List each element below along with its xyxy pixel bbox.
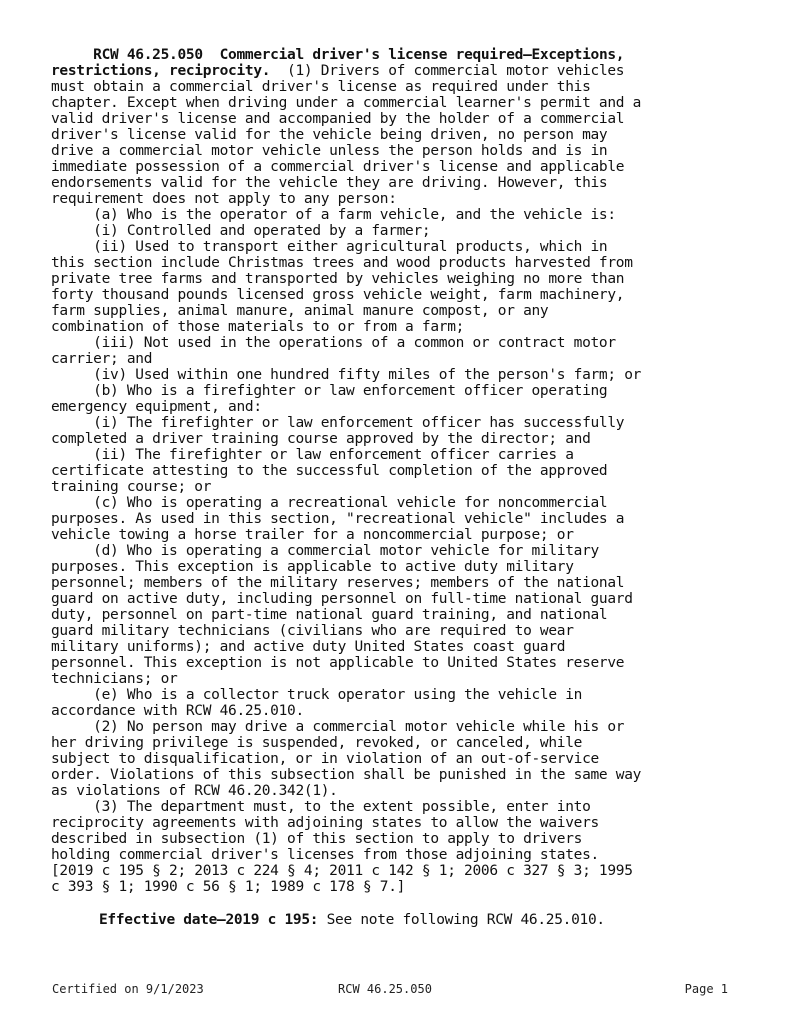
text-line: purposes. This exception is applicable to active duty military xyxy=(51,559,574,575)
effective-date-note xyxy=(99,912,605,928)
footer-certified: Certified on 9/1/2023 xyxy=(52,982,204,996)
document-body xyxy=(51,47,751,895)
text-line: this section include Christmas trees and wood products harvested from xyxy=(51,255,633,271)
text-line: chapter. Except when driving under a commercial learner's permit and a xyxy=(51,95,642,111)
section-heading-cont: restrictions, reciprocity. xyxy=(51,63,271,79)
text-line: (2) No person may drive a commercial motor vehicle while his or xyxy=(51,719,625,735)
section-heading-line xyxy=(51,47,751,63)
section-heading: RCW 46.25.050 Commercial driver's license required—Exceptions, xyxy=(93,47,625,63)
text-line: [2019 c 195 § 2; 2013 c 224 § 4; 2011 c 142 § 1; 2006 c 327 § 3; 1995 xyxy=(51,863,633,879)
text-line: (i) The firefighter or law enforcement officer has successfully xyxy=(51,415,625,431)
footer-citation: RCW 46.25.050 xyxy=(338,982,432,996)
text-line: completed a driver training course approved by the director; and xyxy=(51,431,591,447)
text-line: (c) Who is operating a recreational vehicle for noncommercial xyxy=(51,495,608,511)
text-line: must obtain a commercial driver's license as required under this xyxy=(51,79,591,95)
text-line: technicians; or xyxy=(51,671,178,687)
text-line: (d) Who is operating a commercial motor vehicle for military xyxy=(51,543,599,559)
section-heading-line-2 xyxy=(51,63,751,79)
text-line: purposes. As used in this section, "recreational vehicle" includes a xyxy=(51,511,625,527)
text-line: accordance with RCW 46.25.010. xyxy=(51,703,304,719)
text-line: (i) Controlled and operated by a farmer; xyxy=(51,223,431,239)
text-line: holding commercial driver's licenses from those adjoining states. xyxy=(51,847,599,863)
text-line: training course; or xyxy=(51,479,212,495)
text-line: carrier; and xyxy=(51,351,153,367)
text-line: (iv) Used within one hundred fifty miles of the person's farm; or xyxy=(51,367,642,383)
paragraph-text: (1) Drivers of commercial motor vehicles xyxy=(270,63,625,79)
text-line: emergency equipment, and: xyxy=(51,399,262,415)
text-line: immediate possession of a commercial driver's license and applicable xyxy=(51,159,625,175)
text-line: order. Violations of this subsection shall be punished in the same way xyxy=(51,767,642,783)
text-line: endorsements valid for the vehicle they are driving. However, this xyxy=(51,175,608,191)
text-line: as violations of RCW 46.20.342(1). xyxy=(51,783,338,799)
text-line: farm supplies, animal manure, animal manure compost, or any xyxy=(51,303,549,319)
note-label: Effective date—2019 c 195: xyxy=(99,912,319,928)
text-line: (ii) The firefighter or law enforcement officer carries a xyxy=(51,447,574,463)
text-line: private tree farms and transported by vehicles weighing no more than xyxy=(51,271,625,287)
text-line: personnel; members of the military reserves; members of the national xyxy=(51,575,625,591)
statute-text xyxy=(51,79,751,895)
text-line: her driving privilege is suspended, revoked, or canceled, while xyxy=(51,735,583,751)
footer-page-number: Page 1 xyxy=(684,982,728,996)
text-line: forty thousand pounds licensed gross vehicle weight, farm machinery, xyxy=(51,287,625,303)
text-line: guard on active duty, including personnel on full-time national guard xyxy=(51,591,633,607)
text-line: requirement does not apply to any person: xyxy=(51,191,397,207)
text-line: (b) Who is a firefighter or law enforcement officer operating xyxy=(51,383,608,399)
text-line: described in subsection (1) of this section to apply to drivers xyxy=(51,831,583,847)
text-line: (e) Who is a collector truck operator using the vehicle in xyxy=(51,687,583,703)
text-line: vehicle towing a horse trailer for a noncommercial purpose; or xyxy=(51,527,574,543)
text-line: (3) The department must, to the extent possible, enter into xyxy=(51,799,591,815)
text-line: (iii) Not used in the operations of a common or contract motor xyxy=(51,335,616,351)
text-line: combination of those materials to or from a farm; xyxy=(51,319,465,335)
text-line: reciprocity agreements with adjoining states to allow the waivers xyxy=(51,815,599,831)
text-line: (ii) Used to transport either agricultural products, which in xyxy=(51,239,608,255)
note-text: See note following RCW 46.25.010. xyxy=(318,912,605,928)
text-line: guard military technicians (civilians who are required to wear xyxy=(51,623,574,639)
text-line: military uniforms); and active duty United States coast guard xyxy=(51,639,566,655)
text-line: driver's license valid for the vehicle being driven, no person may xyxy=(51,127,608,143)
text-line: drive a commercial motor vehicle unless the person holds and is in xyxy=(51,143,608,159)
text-line: personnel. This exception is not applicable to United States reserve xyxy=(51,655,625,671)
text-line: valid driver's license and accompanied by the holder of a commercial xyxy=(51,111,625,127)
text-line: duty, personnel on part-time national guard training, and national xyxy=(51,607,608,623)
text-line: subject to disqualification, or in violation of an out-of-service xyxy=(51,751,599,767)
text-line: (a) Who is the operator of a farm vehicle, and the vehicle is: xyxy=(51,207,616,223)
text-line: c 393 § 1; 1990 c 56 § 1; 1989 c 178 § 7.] xyxy=(51,879,406,895)
text-line: certificate attesting to the successful completion of the approved xyxy=(51,463,608,479)
